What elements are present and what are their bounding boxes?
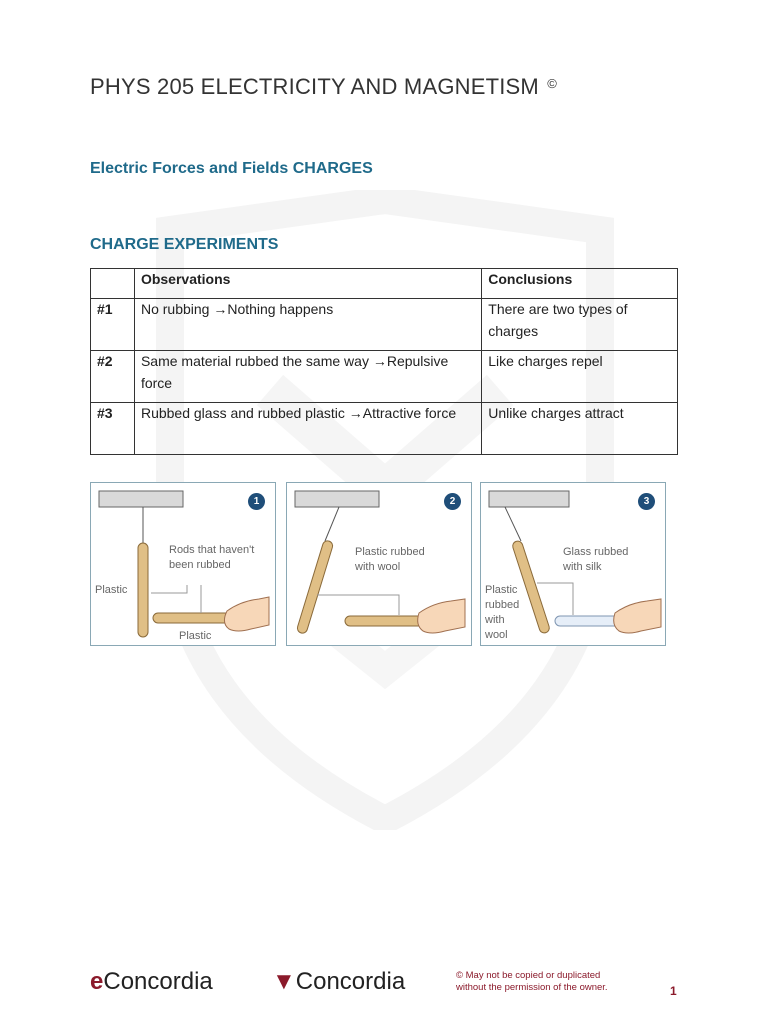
table-row	[91, 351, 678, 403]
experiments-table	[90, 268, 678, 455]
figure-panel-1	[90, 482, 276, 646]
subsection-heading: CHARGE EXPERIMENTS	[90, 236, 279, 253]
row-observation: Same material rubbed the same way →Repulsive force	[134, 351, 481, 403]
row-conclusion: Like charges repel	[482, 351, 678, 403]
row-number: #1	[91, 299, 135, 351]
document-title-text: PHYS 205 ELECTRICITY AND MAGNETISM	[90, 74, 539, 99]
figure-1-label-left: Plastic	[95, 584, 128, 596]
econcordia-text: Concordia	[103, 968, 213, 995]
row-observation: Rubbed glass and rubbed plastic →Attractive force	[134, 403, 481, 455]
copyright-notice-line2: without the permission of the owner.	[456, 982, 608, 993]
page-number: 1	[670, 984, 677, 998]
figure-badge-1: 1	[248, 493, 265, 510]
figure-1-label-bottom: Plastic	[179, 630, 212, 642]
concordia-crest-icon: ▼	[272, 968, 296, 995]
table-row	[91, 299, 678, 351]
footer-logo-concordia	[272, 968, 405, 996]
section-heading: Electric Forces and Fields CHARGES	[90, 160, 373, 177]
figure-3-label-top: Glass rubbed with silk	[563, 546, 629, 573]
header-cell-observations: Observations	[134, 269, 481, 299]
row-conclusion: There are two types of charges	[482, 299, 678, 351]
row-number: #3	[91, 403, 135, 455]
row-conclusion: Unlike charges attract	[482, 403, 678, 455]
concordia-text: Concordia	[295, 968, 406, 995]
copyright-symbol: ©	[547, 76, 558, 91]
figure-panel-2	[286, 482, 472, 646]
copyright-notice	[456, 970, 608, 994]
document-title	[90, 74, 557, 100]
header-cell-num	[91, 269, 135, 299]
figure-badge-3: 3	[638, 493, 655, 510]
table-header-row	[91, 269, 678, 299]
row-number: #2	[91, 351, 135, 403]
footer-logo-econcordia	[90, 968, 213, 996]
table-row	[91, 403, 678, 455]
figure-badge-2: 2	[444, 493, 461, 510]
figure-2-label-top: Plastic rubbed with wool	[355, 546, 425, 573]
header-cell-conclusions: Conclusions	[482, 269, 678, 299]
experiment-figures	[90, 482, 676, 648]
figure-1-label-top: Rods that haven't been rubbed	[169, 544, 255, 571]
figure-panel-3	[480, 482, 666, 646]
figure-3-label-left: Plastic rubbed with wool	[485, 584, 520, 641]
copyright-notice-line1: © May not be copied or duplicated	[456, 970, 601, 981]
econcordia-mark: e	[90, 968, 104, 995]
row-observation: No rubbing →Nothing happens	[134, 299, 481, 351]
